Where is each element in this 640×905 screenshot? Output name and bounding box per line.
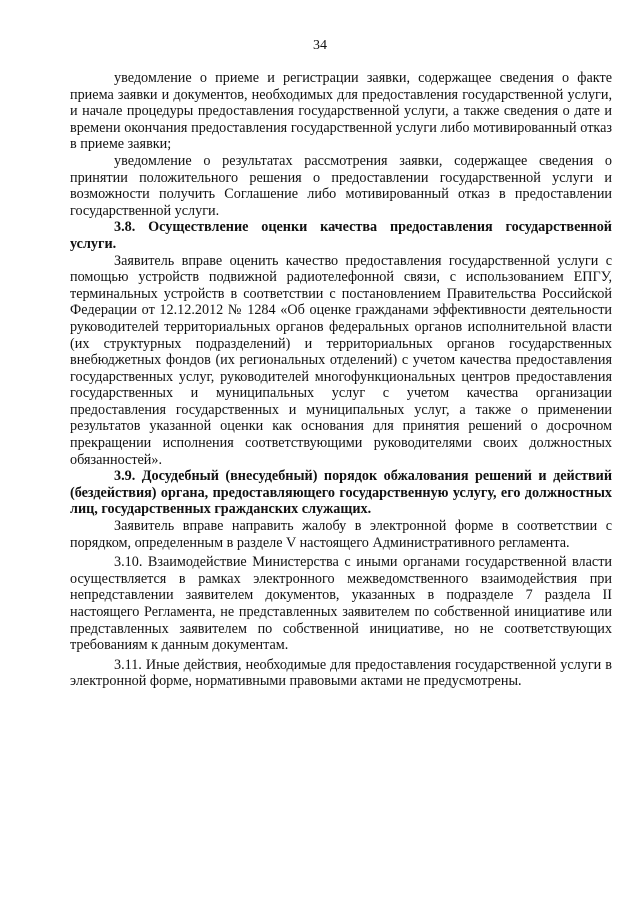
document-body: [70, 70, 612, 690]
paragraph-notice-results: уведомление о результатах рассмотрения заявки, содержащее сведения о принятии положительного решения о предоставлении государственной услуги и возможности получить Соглашение либо мотивированный отказ в предоставлении государственной услуги.: [70, 152, 612, 219]
section-heading-3-8: 3.8. Осуществление оценки качества предоставления государственной услуги.: [70, 219, 612, 252]
paragraph-section-3-11: 3.11. Иные действия, необходимые для предоставления государственной услуги в электронной форме, нормативными правовыми актами не предусмотрены.: [70, 656, 612, 690]
paragraph-complaint: Заявитель вправе направить жалобу в электронной форме в соответствии с порядком, определенным в разделе V настоящего Административного регламента.: [70, 518, 612, 551]
section-heading-3-9: 3.9. Досудебный (внесудебный) порядок обжалования решений и действий (бездействия) органа, предоставляющего государственную услугу, его должностных лиц, государственных гражданских служащих.: [70, 468, 612, 518]
paragraph-section-3-10: 3.10. Взаимодействие Министерства с иными органами государственной власти осуществляется в рамках электронного межведомственного взаимодействия при непредставлении заявителем документов, указанных в подразделе 7 раздела II настоящего Регламента, не представленных заявителем по собственной инициативе или представленных заявителем по собственной инициативе, но не соответствующих требованиям к данным документам.: [70, 554, 612, 654]
paragraph-quality-assessment: Заявитель вправе оценить качество предоставления государственной услуги с помощью устройств подвижной радиотелефонной связи, с использованием ЕПГУ, терминальных устройств в соответствии с постановлением Правительства Российской Федерации от 12.12.2012 № 1284 «Об оценке гражданами эффективности деятельности руководителей территориальных органов федеральных органов исполнительной власти (их структурных подразделений) и территориальных органов государственных внебюджетных фондов (их региональных отделений) с учетом качества предоставления государственных услуг, руководителей многофункциональных центров предоставления государственных и муниципальных услуг с учетом качества организации предоставления государственных и муниципальных услуг, а также о применении результатов указанной оценки как основания для принятия решений о досрочном прекращении исполнения соответствующими руководителями своих должностных обязанностей».: [70, 252, 612, 468]
paragraph-notice-registration: уведомление о приеме и регистрации заявки, содержащее сведения о факте приема заявки и документов, необходимых для предоставления государственной услуги, и начале процедуры предоставления государственной услуги, а также сведения о дате и времени окончания предоставления государственной услуги либо мотивированный отказ в приеме заявки;: [70, 70, 612, 153]
page-number: 34: [313, 38, 327, 53]
